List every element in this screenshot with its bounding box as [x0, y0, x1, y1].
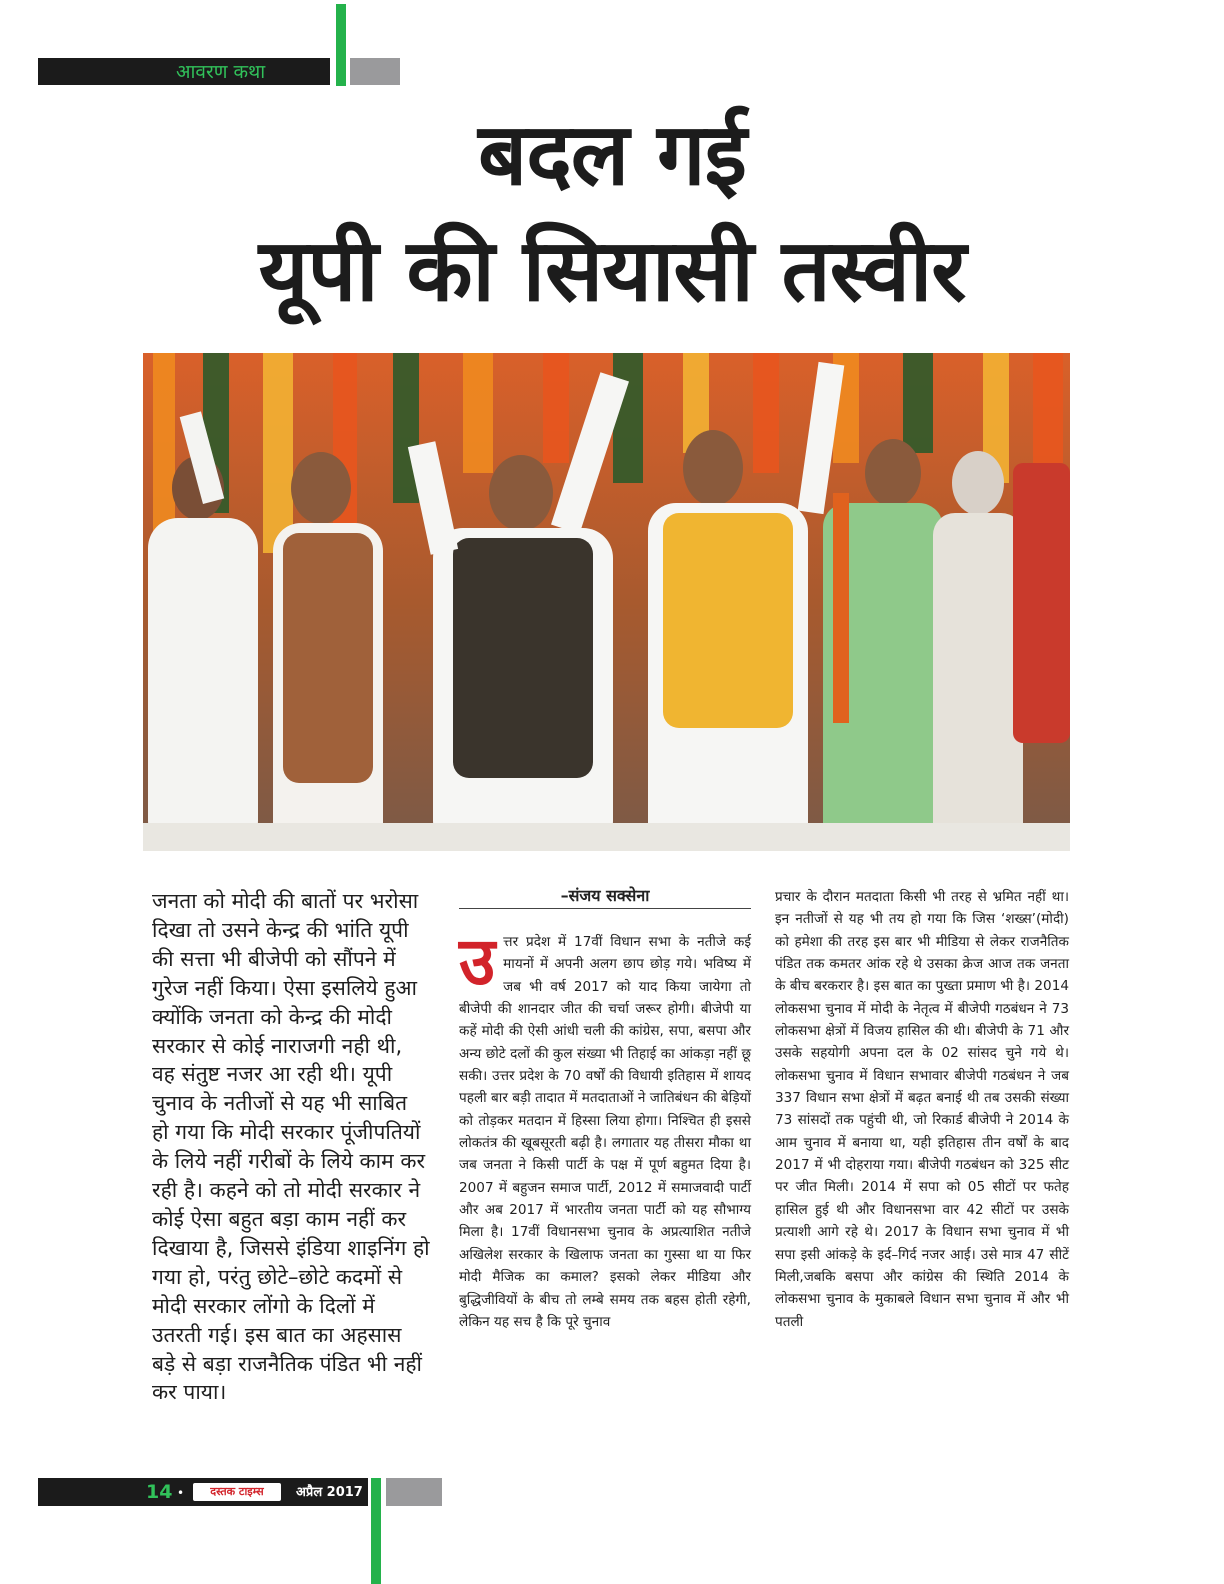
footer-grey-block	[386, 1478, 442, 1506]
headline-line-2: यूपी की सियासी तस्वीर	[258, 221, 966, 321]
header-accent-stripe	[336, 4, 346, 86]
magazine-logo	[193, 1483, 281, 1501]
rally-photo	[143, 353, 1070, 851]
header-grey-block	[350, 58, 400, 85]
footer-accent-stripe	[371, 1478, 381, 1584]
byline: –संजय सक्सेना	[560, 886, 650, 905]
page-number: 14	[146, 1481, 173, 1503]
issue-date: अप्रैल 2017	[296, 1485, 363, 1500]
section-label: आवरण कथा	[176, 61, 266, 83]
rally-photo-icon	[143, 353, 1070, 851]
pull-text-column: जनता को मोदी की बातों पर भरोसा दिखा तो उसने केन्द्र की भांति यूपी की सत्ता भी बीजेपी को सौंपने में गुरेज नहीं किया। ऐसा इसलिये हुआ क्योंकि जनता को केन्द्र की मोदी सरकार से कोई नाराजगी नही थी, वह संतुष्ट नजर आ रही थी। यूपी चुनाव के नतीजों से यह भी साबित हो गया कि मोदी सरकार पूंजीपतियों के लिये नहीं गरीबों के लिये काम कर रही है। कहने को तो मोदी सरकार ने कोई ऐसा बहुत बड़ा काम नहीं कर दिखाया है, जिससे इंडिया शाइनिंग हो गया हो, परंतु छोटे–छोटे कदमों से मोदी सरकार लोंगो के दिलों में उतरती गई। इस बात का अहसास बड़े से बड़ा राजनैतिक पंडित भी नहीं कर पाया।	[152, 889, 430, 1405]
article-body-middle: त्तर प्रदेश में 17वीं विधान सभा के नतीजे कई मायनों में अपनी अलग छाप छोड़ गये। भविष्य में जब भी वर्ष 2017 को याद किया जायेगा तो बीजेपी की शानदार जीत की चर्चा जरूर होगी। बीजेपी या कहें मोदी की ऐसी आंधी चली की कांग्रेस, सपा, बसपा और अन्य छोटे दलों की कुल संख्या भी तिहाई का आंकड़ा नहीं छू सकी। उत्तर प्रदेश के 70 वर्षों की विधायी इतिहास में शायद पहली बार बड़ी तादात में मतदाताओं ने जातिबंधन की बेड़ियों को तोड़कर मतदान में हिस्सा लिया होगा। निश्चित ही इससे लोकतंत्र की खूबसूरती बढ़ी है। लगातार यह तीसरा मौका था जब जनता ने किसी पार्टी के पक्ष में पूर्ण बहुमत दिया है। 2007 में बहुजन समाज पार्टी, 2012 में समाजवादी पार्टी और अब 2017 में भारतीय जनता पार्टी को यह सौभाग्य मिला है। 17वीं विधानसभा चुनाव के अप्रत्याशित नतीजे अखिलेश सरकार के खिलाफ जनता का गुस्सा था या फिर मोदी मैजिक का कमाल? इसको लेकर मीडिया और बुद्धिजीवियों के बीच तो लम्बे समय तक बहस होती रहेगी, लेकिन यह सच है कि पूरे चुनाव	[459, 934, 751, 1330]
article-column-right: प्रचार के दौरान मतदाता किसी भी तरह से भ्रमित नहीं था। इन नतीजों से यह भी तय हो गया कि जिस ‘शख्स’(मोदी) को हमेशा की तरह इस बार भी मीडिया से लेकर राजनैतिक पंडित तक कमतर आंक रहे थे उसका क्रेज आज तक जनता के बीच बरकरार है। इस बात का पुख्ता प्रमाण भी है। 2014 लोकसभा चुनाव में मोदी के नेतृत्व में बीजेपी गठबंधन ने 73 लोकसभा क्षेत्रों में विजय हासिल की थी। बीजेपी के 71 और उसके सहयोगी अपना दल के 02 सांसद चुने गये थे। लोकसभा चुनाव में विधान सभावार बीजेपी गठबंधन ने जब 337 विधान सभा क्षेत्रों में बढ़त बनाई थी तब उसकी संख्या 73 सांसदों तक पहुंची थी, जो रिकार्ड बीजेपी ने 2014 के आम चुनाव में बनाया था, यही इतिहास तीन वर्षों के बाद 2017 में भी दोहराया गया। बीजेपी गठबंधन को 325 सीट पर जीत मिली। 2014 में सपा को 05 सीटों पर फतेह हासिल हुई थी और विधानसभा वार 42 सीटों पर उसके प्रत्याशी आगे रहे थे। 2017 के विधान सभा चुनाव में भी सपा इसी आंकड़े के इर्द–गिर्द नजर आई। उसे मात्र 47 सीटें मिली,जबकि बसपा और कांग्रेस की स्थिति 2014 के लोकसभा चुनाव के मुकाबले विधान सभा चुनाव में और भी पतली	[775, 889, 1069, 1330]
article-column-middle	[459, 922, 751, 1333]
byline-divider	[459, 908, 751, 909]
headline-line-1: बदल गई	[478, 105, 746, 205]
footer-separator: •	[177, 1486, 185, 1500]
magazine-name: दस्तक टाइम्स	[210, 1485, 264, 1498]
drop-cap: उ	[459, 922, 496, 1000]
